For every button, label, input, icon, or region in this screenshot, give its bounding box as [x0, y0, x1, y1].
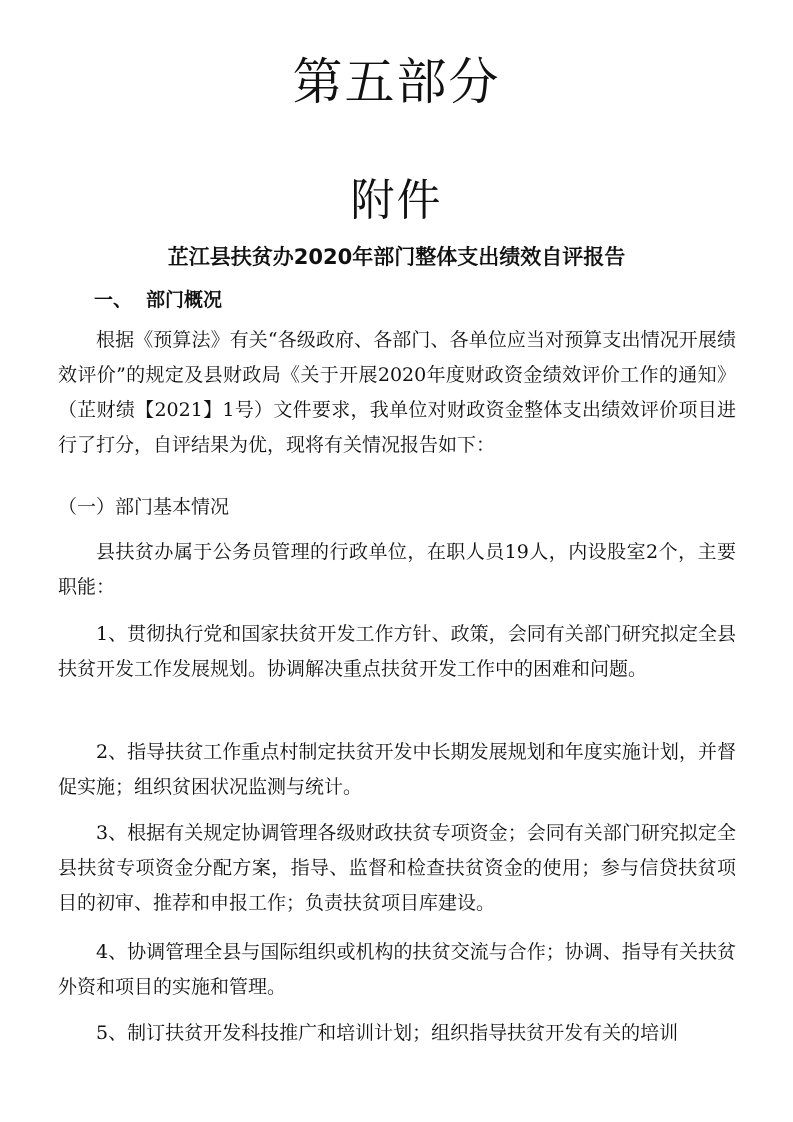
section-number: 一、	[94, 289, 133, 311]
duty-item-5: 5、制订扶贫开发科技推广和培训计划；组织指导扶贫开发有关的培训	[96, 1022, 679, 1044]
basic-info-paragraph: 县扶贫办属于公务员管理的行政单位，在职人员19人，内设股室2个，主要职能：	[58, 541, 736, 598]
subsection-heading-basic-info: （一）部门基本情况	[58, 496, 230, 518]
section-title: 部门概况	[146, 289, 223, 311]
annex-title: 附件	[350, 175, 443, 226]
duty-item-3: 3、根据有关规定协调管理各级财政扶贫专项资金；会同有关部门研究拟定全县扶贫专项资金分配方案，指导、监督和检查扶贫资金的使用；参与信贷扶贫项目的初审、推荐和申报工作；负责扶贫项目库建设。	[58, 822, 736, 914]
section-heading-overview	[94, 286, 222, 314]
duty-item-2: 2、指导扶贫工作重点村制定扶贫开发中长期发展规划和年度实施计划，并督促实施；组织贫困状况监测与统计。	[58, 741, 736, 798]
duty-item-1: 1、贯彻执行党和国家扶贫开发工作方针、政策，会同有关部门研究拟定全县扶贫开发工作发展规划。协调解决重点扶贫开发工作中的困难和问题。	[58, 623, 736, 680]
intro-paragraph: 根据《预算法》有关“各级政府、各部门、各单位应当对预算支出情况开展绩效评价”的规定及县财政局《关于开展2020年度财政资金绩效评价工作的通知》（芷财绩【2021】1号）文件要求，我单位对财政资金整体支出绩效评价项目进行了打分，自评结果为优，现将有关情况报告如下：	[58, 329, 736, 456]
duty-item-4: 4、协调管理全县与国际组织或机构的扶贫交流与合作；协调、指导有关扶贫外资和项目的实施和管理。	[58, 941, 736, 998]
part-title: 第五部分	[292, 53, 501, 111]
report-title: 芷江县扶贫办2020年部门整体支出绩效自评报告	[167, 245, 626, 269]
